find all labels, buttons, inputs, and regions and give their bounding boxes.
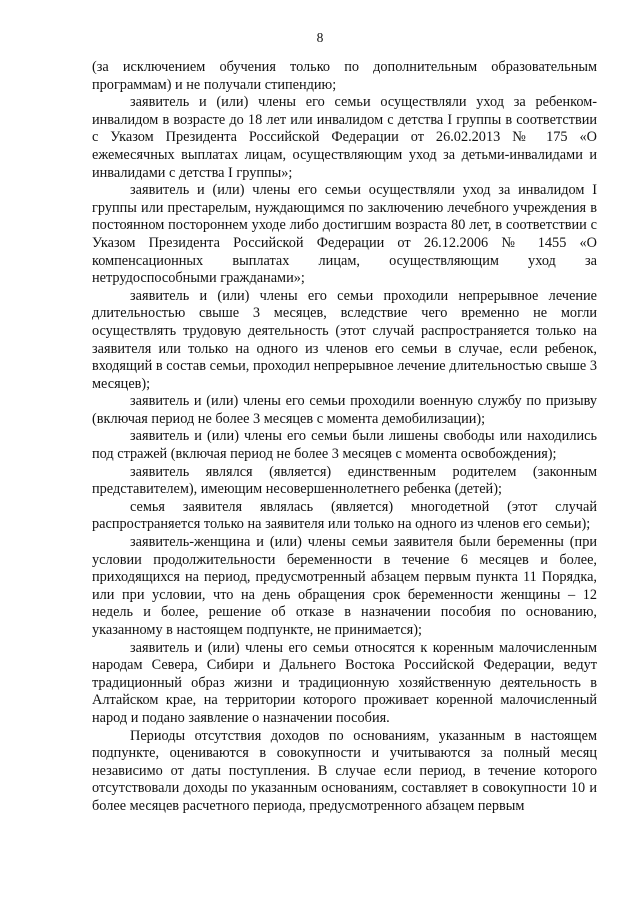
paragraph-imprisonment: заявитель и (или) члены его семьи были лишены свободы или находились под стражей (включая период не более 3 месяцев с момента освобождения); xyxy=(92,428,597,463)
paragraph-large-family: семья заявителя являлась (является) многодетной (этот случай распространяется только на заявителя или только на одного из членов его семьи); xyxy=(92,498,597,533)
paragraph-group1-elderly-care: заявитель и (или) члены его семьи осуществляли уход за инвалидом I группы или престарелым, нуждающимся по заключению лечебного учреждения в постоянном постороннем уходе либо достигшим возраста 80 лет, в соответствии с Указом Президента Российской Федерации от 26.12.2006 № 1455 «О компенсационных выплатах лицам, осуществляющим уход за нетрудоспособными гражданами»; xyxy=(92,182,597,287)
paragraph-single-parent: заявитель являлся (является) единственным родителем (законным представителем), имеющим несовершеннолетнего ребенка (детей); xyxy=(92,463,597,498)
paragraph-military-service: заявитель и (или) члены его семьи проходили военную службу по призыву (включая период не более 3 месяцев с момента демобилизации); xyxy=(92,393,597,427)
paragraph-indigenous-peoples: заявитель и (или) члены его семьи относятся к коренным малочисленным народам Севера, Сибири и Дальнего Востока Российской Федерации, ведут традиционный образ жизни и традиционную хозяйственную деятельность в Алтайском крае, на территории которого проживает коренной малочисленный народ и подано заявление о назначении пособия. xyxy=(92,639,597,726)
paragraph-pregnancy: заявитель-женщина и (или) члены семьи заявителя были беременны (при условии продолжительности беременности в течение 6 месяцев и более, приходящихся на период, предусмотренный абзацем первым пункта 11 Порядка, или при условии, что на день обращения срок беременности женщины – 12 недель и более, решение об отказе в назначении пособия по основанию, указанному в настоящем подпункте, не принимается); xyxy=(92,534,597,638)
paragraph-disabled-child-care: заявитель и (или) члены его семьи осуществляли уход за ребенком-инвалидом в возрасте до 18 лет или инвалидом с детства I группы в соответствии с Указом Президента Российской Федерации от 26.02.2013 № 175 «О ежемесячных выплатах лицам, осуществляющим уход за детьми-инвалидами и инвалидами с детства I группы»; xyxy=(92,94,597,181)
paragraph-continuation: (за исключением обучения только по дополнительным образовательным программам) и не получали стипендию; xyxy=(92,59,597,93)
page-number: 8 xyxy=(316,30,324,45)
paragraph-income-absence-periods: Периоды отсутствия доходов по основаниям, указанным в настоящем подпункте, оцениваются в совокупности и учитываются за полный месяц независимо от даты поступления. В случае если период, в течение которого отсутствовали доходы по указанным основаниям, составляет в совокупности 10 и более месяцев расчетного периода, предусмотренного абзацем первым xyxy=(92,727,597,814)
document-body xyxy=(92,59,597,816)
paragraph-continuous-treatment: заявитель и (или) члены его семьи проходили непрерывное лечение длительностью свыше 3 месяцев, вследствие чего временно не могли осуществлять трудовую деятельность (этот случай распространяется только на заявителя или только на одного из членов его семьи в случае, если ребенок, входящий в состав семьи, проходил непрерывное лечение длительностью свыше 3 месяцев); xyxy=(92,287,597,392)
